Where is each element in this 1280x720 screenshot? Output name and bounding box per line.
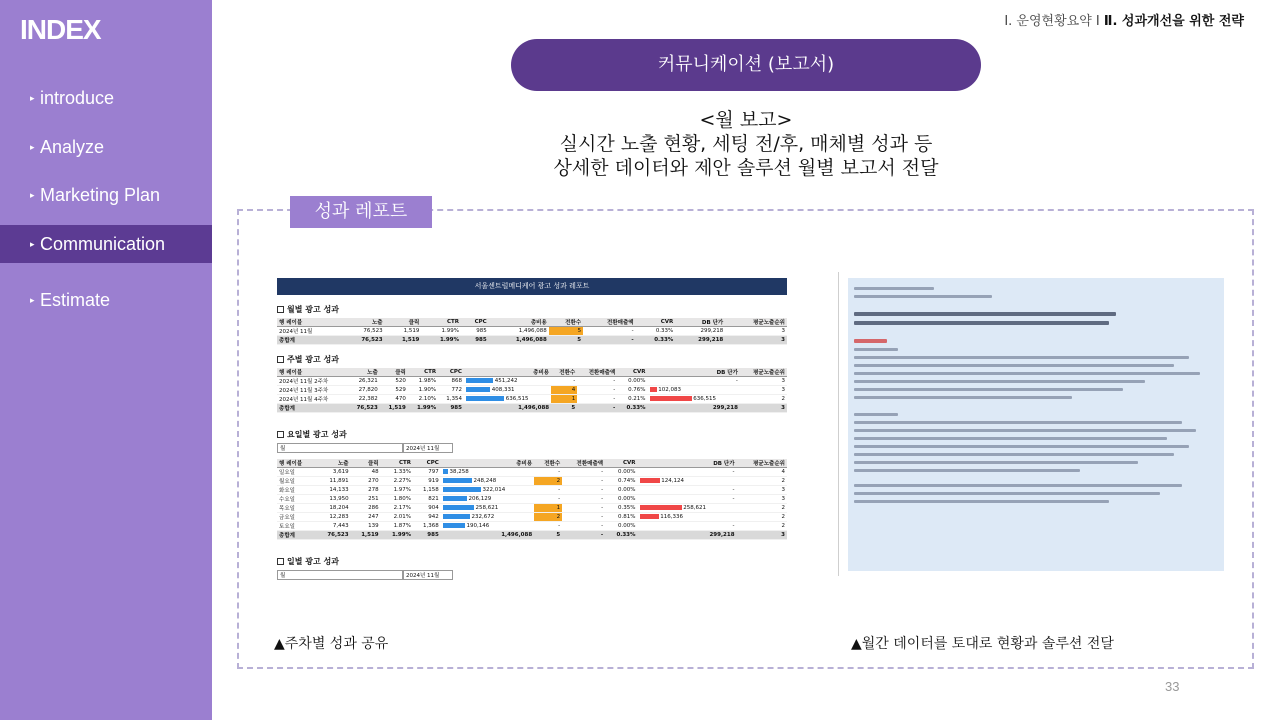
- daily-filter-label: 월: [277, 570, 403, 580]
- column-header: 평균노출순위: [725, 318, 787, 327]
- table-cell: 총합계: [277, 336, 341, 345]
- table-cell: 3,619: [315, 468, 350, 477]
- table-cell: 1,496,088: [489, 336, 549, 345]
- table-cell: 0.00%: [617, 377, 647, 386]
- sidebar-item-label: Estimate: [40, 290, 111, 310]
- caption-right: ▲월간 데이터를 토대로 현황과 솔루션 전달: [851, 636, 1114, 652]
- report-badge: 성과 레포트: [290, 196, 432, 228]
- dow-filter-value[interactable]: 2024년 11월: [403, 443, 453, 453]
- sidebar-item-analyze[interactable]: [0, 128, 212, 166]
- table-cell: 248,248: [441, 477, 534, 486]
- table-cell: 0.21%: [617, 395, 647, 404]
- table-cell: 2: [737, 522, 787, 531]
- table-cell: 470: [380, 395, 408, 404]
- table-row: [277, 395, 787, 404]
- table-cell: 4: [551, 386, 577, 395]
- table-cell: 1,354: [438, 395, 464, 404]
- table-cell: 0.33%: [617, 404, 647, 413]
- sidebar-item-label: introduce: [40, 88, 115, 108]
- table-cell: 985: [461, 336, 489, 345]
- table-cell: 목요일: [277, 504, 315, 513]
- table-cell: 2: [740, 395, 787, 404]
- table-cell: 258,621: [441, 504, 534, 513]
- table-cell: 13,950: [315, 495, 350, 504]
- table-cell: 2: [534, 513, 562, 522]
- sidebar-item-label: Analyze: [40, 137, 105, 157]
- table-cell: 2.17%: [381, 504, 413, 513]
- table-cell: 1: [551, 395, 577, 404]
- table-cell: 1,496,088: [441, 531, 534, 540]
- table-header-row: [277, 368, 787, 377]
- table-cell: -: [562, 477, 605, 486]
- table-cell: 985: [438, 404, 464, 413]
- table-row: [277, 377, 787, 386]
- report-title: 서울센트럴메디케어 광고 성과 레포트: [277, 278, 787, 295]
- table-cell: 0.35%: [605, 504, 637, 513]
- table-cell: 1,496,088: [489, 327, 549, 336]
- table-cell: 0.81%: [605, 513, 637, 522]
- monthly-section-title: 월별 광고 성과: [277, 304, 787, 315]
- table-cell: 520: [380, 377, 408, 386]
- table-row: [277, 486, 787, 495]
- table-cell: 일요일: [277, 468, 315, 477]
- breadcrumb-part1[interactable]: Ⅰ. 운영현황요약: [1004, 14, 1092, 29]
- table-cell: 5: [549, 336, 583, 345]
- table-cell: -: [534, 486, 562, 495]
- table-cell: 총합계: [277, 404, 347, 413]
- cost-bar: [443, 478, 472, 483]
- table-cell: 1.99%: [421, 336, 461, 345]
- table-cell: 821: [413, 495, 441, 504]
- column-header: 총비용: [441, 459, 534, 468]
- sidebar-item-estimate[interactable]: [0, 281, 212, 319]
- table-cell: -: [577, 395, 617, 404]
- table-cell: 0.76%: [617, 386, 647, 395]
- table-cell: -: [638, 522, 737, 531]
- table-row: [277, 327, 787, 336]
- table-cell: 4: [737, 468, 787, 477]
- table-cell: -: [562, 531, 605, 540]
- table-cell: 636,515: [648, 395, 740, 404]
- table-cell: 0.74%: [605, 477, 637, 486]
- table-cell: 299,218: [675, 327, 725, 336]
- breadcrumb-part2[interactable]: Ⅱ. 성과개선을 위한 전략: [1103, 14, 1244, 29]
- cost-bar: [443, 505, 474, 510]
- table-cell: -: [648, 377, 740, 386]
- total-row: [277, 404, 787, 413]
- table-cell: -: [562, 495, 605, 504]
- table-cell: -: [638, 486, 737, 495]
- sidebar-item-introduce[interactable]: [0, 79, 212, 117]
- table-cell: 251: [351, 495, 381, 504]
- table-cell: -: [638, 495, 737, 504]
- table-cell: 3: [740, 377, 787, 386]
- table-cell: 14,133: [315, 486, 350, 495]
- table-header-row: [277, 318, 787, 327]
- table-cell: 408,331: [464, 386, 551, 395]
- table-cell: 2.01%: [381, 513, 413, 522]
- table-cell: 76,523: [347, 404, 380, 413]
- breadcrumb-separator: I: [1095, 14, 1100, 29]
- column-header: 행 레이블: [277, 459, 315, 468]
- table-cell: -: [638, 468, 737, 477]
- table-cell: 26,321: [347, 377, 380, 386]
- table-cell: -: [562, 486, 605, 495]
- daily-filter[interactable]: [277, 570, 787, 580]
- table-row: [277, 468, 787, 477]
- table-row: [277, 522, 787, 531]
- cost-bar: [443, 514, 470, 519]
- table-cell: 258,621: [638, 504, 737, 513]
- triangle-icon: ▸: [30, 295, 35, 305]
- table-cell: 1.99%: [408, 404, 438, 413]
- column-header: CVR: [617, 368, 647, 377]
- column-header: 전환매출액: [577, 368, 617, 377]
- weekly-section-title: 주별 광고 성과: [277, 354, 787, 365]
- subheading-line2: 실시간 노출 현황, 세팅 전/후, 매체별 성과 등: [559, 133, 933, 155]
- table-cell: 772: [438, 386, 464, 395]
- table-cell: 5: [551, 404, 577, 413]
- sidebar-item-label: Marketing Plan: [40, 185, 161, 205]
- total-row: [277, 336, 787, 345]
- table-cell: 27,820: [347, 386, 380, 395]
- table-cell: 1: [534, 504, 562, 513]
- table-cell: 76,523: [341, 336, 384, 345]
- dow-table: [277, 459, 787, 540]
- column-header: CPC: [461, 318, 489, 327]
- table-cell: 1.98%: [408, 377, 438, 386]
- db-cost-bar: [650, 396, 692, 401]
- db-cost-bar: [640, 514, 659, 519]
- sidebar-item-marketing-plan[interactable]: [0, 176, 212, 214]
- table-cell: 화요일: [277, 486, 315, 495]
- subheading: [400, 108, 1092, 180]
- column-header: CTR: [421, 318, 461, 327]
- db-cost-bar: [640, 478, 660, 483]
- table-cell: 1,158: [413, 486, 441, 495]
- cost-bar: [466, 387, 490, 392]
- table-cell: 수요일: [277, 495, 315, 504]
- monthly-report-memo: [848, 278, 1224, 571]
- table-cell: 868: [438, 377, 464, 386]
- column-header: 클릭: [385, 318, 422, 327]
- monthly-table: [277, 318, 787, 345]
- table-row: [277, 477, 787, 486]
- table-cell: 102,083: [648, 386, 740, 395]
- column-header: 클릭: [380, 368, 408, 377]
- sidebar: [0, 0, 212, 720]
- breadcrumb: [1004, 10, 1244, 29]
- table-row: [277, 386, 787, 395]
- table-cell: 1.99%: [421, 327, 461, 336]
- table-cell: 2: [737, 513, 787, 522]
- table-row: [277, 495, 787, 504]
- column-header: DB 단가: [638, 459, 737, 468]
- table-cell: 18,204: [315, 504, 350, 513]
- subheading-line3: 상세한 데이터와 제안 솔루션 월별 보고서 전달: [553, 157, 939, 179]
- table-cell: -: [577, 377, 617, 386]
- table-cell: 904: [413, 504, 441, 513]
- table-row: [277, 513, 787, 522]
- collapse-icon[interactable]: [277, 356, 284, 363]
- table-cell: 48: [351, 468, 381, 477]
- table-cell: 299,218: [648, 404, 740, 413]
- column-header: DB 단가: [675, 318, 725, 327]
- dow-section-title: 요일별 광고 성과: [277, 429, 787, 440]
- sidebar-item-label: Communication: [40, 234, 166, 254]
- table-cell: 2.10%: [408, 395, 438, 404]
- table-cell: 0.00%: [605, 468, 637, 477]
- table-cell: 1,519: [385, 336, 422, 345]
- table-cell: 3: [737, 495, 787, 504]
- sidebar-title: INDEX: [20, 14, 101, 45]
- table-cell: -: [534, 468, 562, 477]
- collapse-icon[interactable]: [277, 306, 284, 313]
- table-cell: 529: [380, 386, 408, 395]
- table-cell: 2: [534, 477, 562, 486]
- table-cell: 299,218: [675, 336, 725, 345]
- dow-filter-label: 월: [277, 443, 403, 453]
- table-cell: 1,519: [385, 327, 422, 336]
- table-cell: -: [562, 504, 605, 513]
- table-cell: 3: [725, 327, 787, 336]
- column-header: 전환매출액: [562, 459, 605, 468]
- collapse-icon[interactable]: [277, 431, 284, 438]
- table-cell: -: [562, 522, 605, 531]
- table-cell: 1.87%: [381, 522, 413, 531]
- table-cell: -: [583, 336, 636, 345]
- column-header: 행 레이블: [277, 318, 341, 327]
- column-header: CTR: [381, 459, 413, 468]
- column-header: 총비용: [489, 318, 549, 327]
- triangle-icon: ▸: [30, 190, 35, 200]
- column-header: DB 단가: [648, 368, 740, 377]
- table-cell: 토요일: [277, 522, 315, 531]
- table-cell: 985: [413, 531, 441, 540]
- table-cell: 1,519: [380, 404, 408, 413]
- table-cell: 299,218: [638, 531, 737, 540]
- table-cell: 총합계: [277, 531, 315, 540]
- table-cell: 2024년 11월 4주차: [277, 395, 347, 404]
- table-cell: 1.33%: [381, 468, 413, 477]
- table-row: [277, 504, 787, 513]
- daily-section-title: 일별 광고 성과: [277, 556, 787, 567]
- table-cell: 286: [351, 504, 381, 513]
- table-cell: 1.80%: [381, 495, 413, 504]
- table-cell: -: [562, 513, 605, 522]
- divider: [838, 272, 839, 576]
- column-header: 노출: [315, 459, 350, 468]
- column-header: 클릭: [351, 459, 381, 468]
- table-cell: 270: [351, 477, 381, 486]
- table-cell: 116,336: [638, 513, 737, 522]
- table-cell: -: [577, 386, 617, 395]
- table-cell: 0.33%: [636, 336, 676, 345]
- column-header: CPC: [438, 368, 464, 377]
- column-header: 평균노출순위: [740, 368, 787, 377]
- table-cell: 247: [351, 513, 381, 522]
- section-title-pill: 커뮤니케이션 (보고서): [511, 39, 981, 91]
- table-cell: 124,124: [638, 477, 737, 486]
- table-cell: 3: [737, 486, 787, 495]
- table-cell: 76,523: [315, 531, 350, 540]
- column-header: 전환수: [551, 368, 577, 377]
- triangle-icon: ▸: [30, 93, 35, 103]
- cost-bar: [443, 469, 448, 474]
- table-cell: 0.00%: [605, 522, 637, 531]
- cost-bar: [466, 396, 504, 401]
- table-cell: -: [577, 404, 617, 413]
- table-cell: 2.27%: [381, 477, 413, 486]
- column-header: CPC: [413, 459, 441, 468]
- column-header: 전환수: [549, 318, 583, 327]
- table-cell: 2024년 11월: [277, 327, 341, 336]
- table-cell: 278: [351, 486, 381, 495]
- table-cell: 3: [740, 404, 787, 413]
- column-header: 행 레이블: [277, 368, 347, 377]
- table-header-row: [277, 459, 787, 468]
- caption-left: ▲주차별 성과 공유: [274, 636, 389, 652]
- column-header: 평균노출순위: [737, 459, 787, 468]
- page-number: 33: [1165, 679, 1180, 694]
- table-cell: 7,443: [315, 522, 350, 531]
- table-cell: -: [534, 522, 562, 531]
- table-cell: 0.00%: [605, 486, 637, 495]
- cost-bar: [443, 496, 467, 501]
- column-header: 전환매출액: [583, 318, 636, 327]
- dow-filter[interactable]: [277, 443, 787, 453]
- table-cell: 11,891: [315, 477, 350, 486]
- column-header: CTR: [408, 368, 438, 377]
- column-header: CVR: [605, 459, 637, 468]
- table-cell: 1.90%: [408, 386, 438, 395]
- table-cell: 3: [740, 386, 787, 395]
- table-cell: 금요일: [277, 513, 315, 522]
- table-cell: 0.00%: [605, 495, 637, 504]
- table-cell: 22,382: [347, 395, 380, 404]
- table-cell: 2: [737, 504, 787, 513]
- table-cell: 0.33%: [605, 531, 637, 540]
- table-cell: 232,672: [441, 513, 534, 522]
- table-cell: 206,129: [441, 495, 534, 504]
- table-cell: 1.99%: [381, 531, 413, 540]
- column-header: 노출: [341, 318, 384, 327]
- db-cost-bar: [650, 387, 657, 392]
- table-cell: 1.97%: [381, 486, 413, 495]
- table-cell: 985: [461, 327, 489, 336]
- table-cell: 919: [413, 477, 441, 486]
- column-header: 노출: [347, 368, 380, 377]
- cost-bar: [443, 523, 465, 528]
- table-cell: 38,258: [441, 468, 534, 477]
- table-cell: 3: [725, 336, 787, 345]
- triangle-icon: ▸: [30, 239, 35, 249]
- subheading-line1: <월 보고>: [699, 109, 793, 131]
- daily-filter-value[interactable]: 2024년 11월: [403, 570, 453, 580]
- table-cell: 942: [413, 513, 441, 522]
- report-spreadsheet: [277, 278, 787, 578]
- column-header: 총비용: [464, 368, 551, 377]
- table-cell: 76,523: [341, 327, 384, 336]
- total-row: [277, 531, 787, 540]
- cost-bar: [466, 378, 493, 383]
- table-cell: 2: [737, 477, 787, 486]
- table-cell: 5: [549, 327, 583, 336]
- column-header: 전환수: [534, 459, 562, 468]
- table-cell: 1,519: [351, 531, 381, 540]
- collapse-icon[interactable]: [277, 558, 284, 565]
- table-cell: 0.33%: [636, 327, 676, 336]
- table-cell: 3: [737, 531, 787, 540]
- table-cell: 12,283: [315, 513, 350, 522]
- table-cell: 월요일: [277, 477, 315, 486]
- table-cell: -: [562, 468, 605, 477]
- table-cell: 636,515: [464, 395, 551, 404]
- table-cell: 190,146: [441, 522, 534, 531]
- sidebar-item-communication[interactable]: [0, 225, 212, 263]
- table-cell: 2024년 11월 3주차: [277, 386, 347, 395]
- table-cell: 322,014: [441, 486, 534, 495]
- db-cost-bar: [640, 505, 682, 510]
- table-cell: 5: [534, 531, 562, 540]
- table-cell: 2024년 11월 2주차: [277, 377, 347, 386]
- table-cell: 451,242: [464, 377, 551, 386]
- table-cell: 139: [351, 522, 381, 531]
- table-cell: 797: [413, 468, 441, 477]
- table-cell: -: [534, 495, 562, 504]
- triangle-icon: ▸: [30, 142, 35, 152]
- table-cell: 1,368: [413, 522, 441, 531]
- weekly-table: [277, 368, 787, 413]
- table-cell: -: [551, 377, 577, 386]
- table-cell: -: [583, 327, 636, 336]
- column-header: CVR: [636, 318, 676, 327]
- table-cell: 1,496,088: [464, 404, 551, 413]
- cost-bar: [443, 487, 481, 492]
